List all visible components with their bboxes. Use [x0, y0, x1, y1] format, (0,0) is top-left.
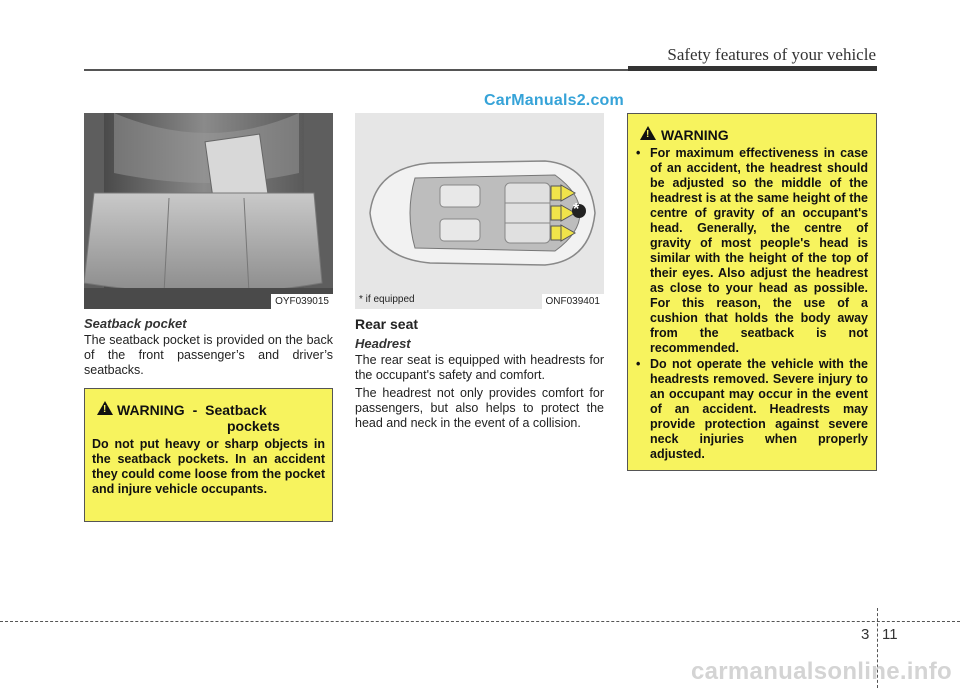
rear-seat-headrest-photo	[355, 113, 604, 309]
warning-box-seatback	[84, 388, 333, 522]
watermark-footer[interactable]: carmanualsonline.info	[690, 658, 952, 685]
warning-title-text: WARNING	[117, 402, 185, 418]
headrest-paragraph-2: The headrest not only provides comfort for passengers, but also helps to protect the head and neck in the event of a collision.	[355, 386, 604, 430]
section-title: Safety features of your vehicle	[667, 45, 876, 64]
page-number: 11	[882, 626, 898, 643]
chapter-number: 3	[861, 626, 870, 643]
warning-title	[117, 402, 267, 418]
warning-bullet-list	[630, 146, 868, 463]
seatback-pocket-caption: Seatback pocket	[84, 316, 187, 331]
warning-subject-line1: Seatback	[205, 402, 267, 418]
seatback-pocket-photo	[84, 113, 333, 309]
watermark-link[interactable]: CarManuals2.com	[484, 92, 624, 109]
asterisk-mark: *	[573, 201, 580, 218]
warning-triangle-icon	[640, 126, 656, 140]
warning-text: Do not put heavy or sharp objects in the seatback pockets. In an accident they could come loose from the pocket and injure vehicle occupants.	[92, 437, 325, 496]
photo-code-label: OYF039015	[271, 294, 333, 309]
seatback-pocket-illustration	[84, 113, 333, 309]
header-rule-accent	[628, 66, 877, 71]
warning-triangle-icon	[97, 401, 113, 415]
warning-title: WARNING	[661, 127, 729, 143]
warning-dash: -	[192, 402, 198, 418]
headrest-subheading: Headrest	[355, 336, 411, 351]
rear-seat-heading: Rear seat	[355, 316, 419, 332]
warning-box-headrest	[627, 113, 877, 471]
equipped-note: * if equipped	[359, 294, 415, 305]
warning-bullet: • For maximum effectiveness in case of an accident, the headrest should be adjusted so the middle of the headrest is at the same height of the centre of gravity of an occupant's head. Generally, the centre of gravity of most people's head is similar with the height of the top of their eyes. Also adjust the headrest as close to your head as possible. For this reason, the use of a cushion that holds the body away from the seatback is not recommended.	[630, 146, 868, 356]
headrest-paragraph-1: The rear seat is equipped with headrests for the occupant's safety and comfort.	[355, 353, 604, 382]
warning-subject-line2: pockets	[227, 418, 280, 434]
car-top-view-illustration	[355, 113, 604, 309]
warning-bullet: • Do not operate the vehicle with the headrests removed. Severe injury to an occupant may occur in the event of an accident. Headrests may provide protection against severe neck injuries when properly adjusted.	[630, 357, 868, 462]
seatback-pocket-text: The seatback pocket is provided on the back of the front passenger’s and driver’s seatbacks.	[84, 333, 333, 377]
footer-rule	[0, 621, 960, 622]
photo-code-label: ONF039401	[542, 294, 604, 309]
